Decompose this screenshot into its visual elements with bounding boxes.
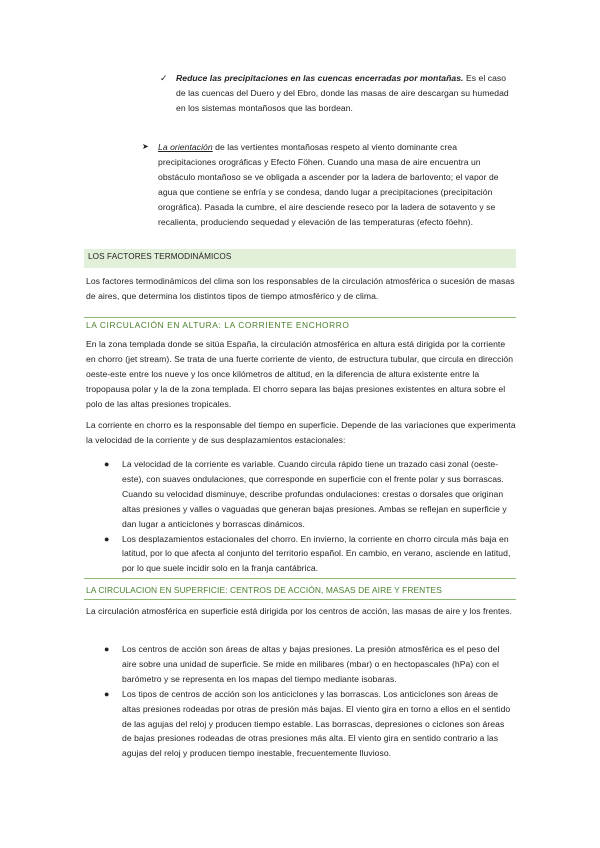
- list-item: [104, 532, 516, 577]
- list-item-text: Los tipos de centros de acción son los anticiclones y las borrascas. Los anticiclones son áreas de altas presiones rodeadas por otras de presión más bajas. El viento gira en torno a ellos en el sentido de las agujas del reloj y producen tiempo estable. Las borrascas, depresiones o ciclones son áreas de bajas presiones rodeadas de otras presiones más alta. El viento gira en sentido contrario a las agujas del reloj y producen tiempo inestable, frecuentemente lluvioso.: [122, 688, 511, 759]
- subsection-2-heading: LA CIRCULACION EN SUPERFICIE: CENTROS DE ACCIÓN, MASAS DE AIRE Y FRENTES: [86, 585, 442, 595]
- section-heading: [84, 249, 516, 268]
- subheading-rule-top-2: [84, 578, 516, 579]
- check-icon: ✓: [160, 73, 168, 83]
- subheading-rule-top: [84, 317, 516, 318]
- arrow-item-text: de las vertientes montañosas respeto al viento dominante crea precipitaciones orográficas y Efecto Föhen. Cuando una masa de aire encuentra un obstáculo montañoso se ve obligada a ascender por la ladera de barlovento; el vapor de agua que contiene se enfría y se condesa, dando lugar a precipitaciones (precipitación orográfica). Pasada la cumbre, el aire desciende reseco por la ladera de sotavento y se recalienta, produciendo sequedad y elevación de las temperaturas (efecto föehn).: [158, 142, 499, 227]
- arrow-list-item: [142, 140, 508, 229]
- bullet-icon: ●: [104, 688, 110, 699]
- list-item: [104, 642, 516, 687]
- list-item-text: La velocidad de la corriente es variable. Cuando circula rápido tiene un trazado casi zonal (oeste-este), con suaves ondulaciones, que corresponde en superficie con el frente polar y sus borrascas. Cuando su velocidad disminuye, describe profundas ondulaciones: crestas o dorsales que originan altas presiones y valles o vaguadas que generan bajas presiones. Ambas se reflejan en superficie y dan lugar a anticiclones y borrascas dinámicos.: [122, 459, 507, 529]
- subsection-2-bullet-list: [104, 642, 516, 761]
- subsection-1-bullet-list: [104, 457, 516, 576]
- checklist-item-text: Es el caso de las cuencas del Duero y del Ebro, donde las masas de aire descargan su humedad en los sistemas montañosos que las bordean.: [176, 73, 509, 113]
- arrow-item-lead: La orientación: [158, 142, 213, 152]
- arrow-bullet-icon: ➤: [142, 142, 149, 151]
- checklist-item-lead: Reduce las precipitaciones en las cuencas encerradas por montañas.: [176, 73, 464, 83]
- subsection-1-paragraph-2: La corriente en chorro es la responsable del tiempo en superficie. Depende de las variaciones que experimenta la velocidad de la corriente y de sus desplazamientos estacionales:: [86, 420, 516, 445]
- checklist-item: [160, 71, 516, 116]
- subheading-rule-bottom-2: [84, 599, 516, 600]
- subsection-2-paragraph-1: La circulación atmosférica en superficie está dirigida por los centros de acción, las masas de aire y los frentes.: [86, 606, 513, 616]
- list-item: [104, 687, 516, 762]
- list-item-text: Los centros de acción son áreas de altas y bajas presiones. La presión atmosférica es el peso del aire sobre una unidad de superficie. Se mide en milibares (mbar) o en hectopascales (hPa) con el barómetro y se representa en los mapas del tiempo mediante isobaras.: [122, 644, 500, 684]
- list-item-text: Los desplazamientos estacionales del chorro. En invierno, la corriente en chorro circula más baja en latitud, por lo que afecta al conjunto del territorio español. En cambio, en verano, asciende en latitud, por lo que suele incidir solo en la franja cantábrica.: [122, 533, 511, 574]
- subsection-1-heading: LA CIRCULACIÓN EN ALTURA: LA CORRIENTE ENCHORRO: [86, 320, 350, 330]
- intro-paragraph: Los factores termodinámicos del clima son los responsables de la circulación atmosférica o sucesión de masas de aires, que determina los distintos tipos de tiempo atmosférico y de clima.: [86, 276, 515, 301]
- list-item: [104, 457, 516, 532]
- section-heading-text: LOS FACTORES TERMODINÁMICOS: [88, 252, 232, 261]
- bullet-icon: ●: [104, 533, 110, 544]
- bullet-icon: ●: [104, 459, 110, 469]
- subsection-1-paragraph-1: En la zona templada donde se sitúa España, la circulación atmosférica en altura está dirigida por la corriente en chorro (jet stream). Se trata de una fuerte corriente de viento, de estructura tubular, que circula en dirección oeste-este entre los nueve y los once kilómetros de altitud, en la diferencia de altura existente entre la tropopausa polar y la de la zona templada. El chorro separa las bajas presiones existentes en altura sobre el polo de las altas presiones tropicales.: [86, 339, 514, 409]
- bullet-icon: ●: [104, 644, 110, 654]
